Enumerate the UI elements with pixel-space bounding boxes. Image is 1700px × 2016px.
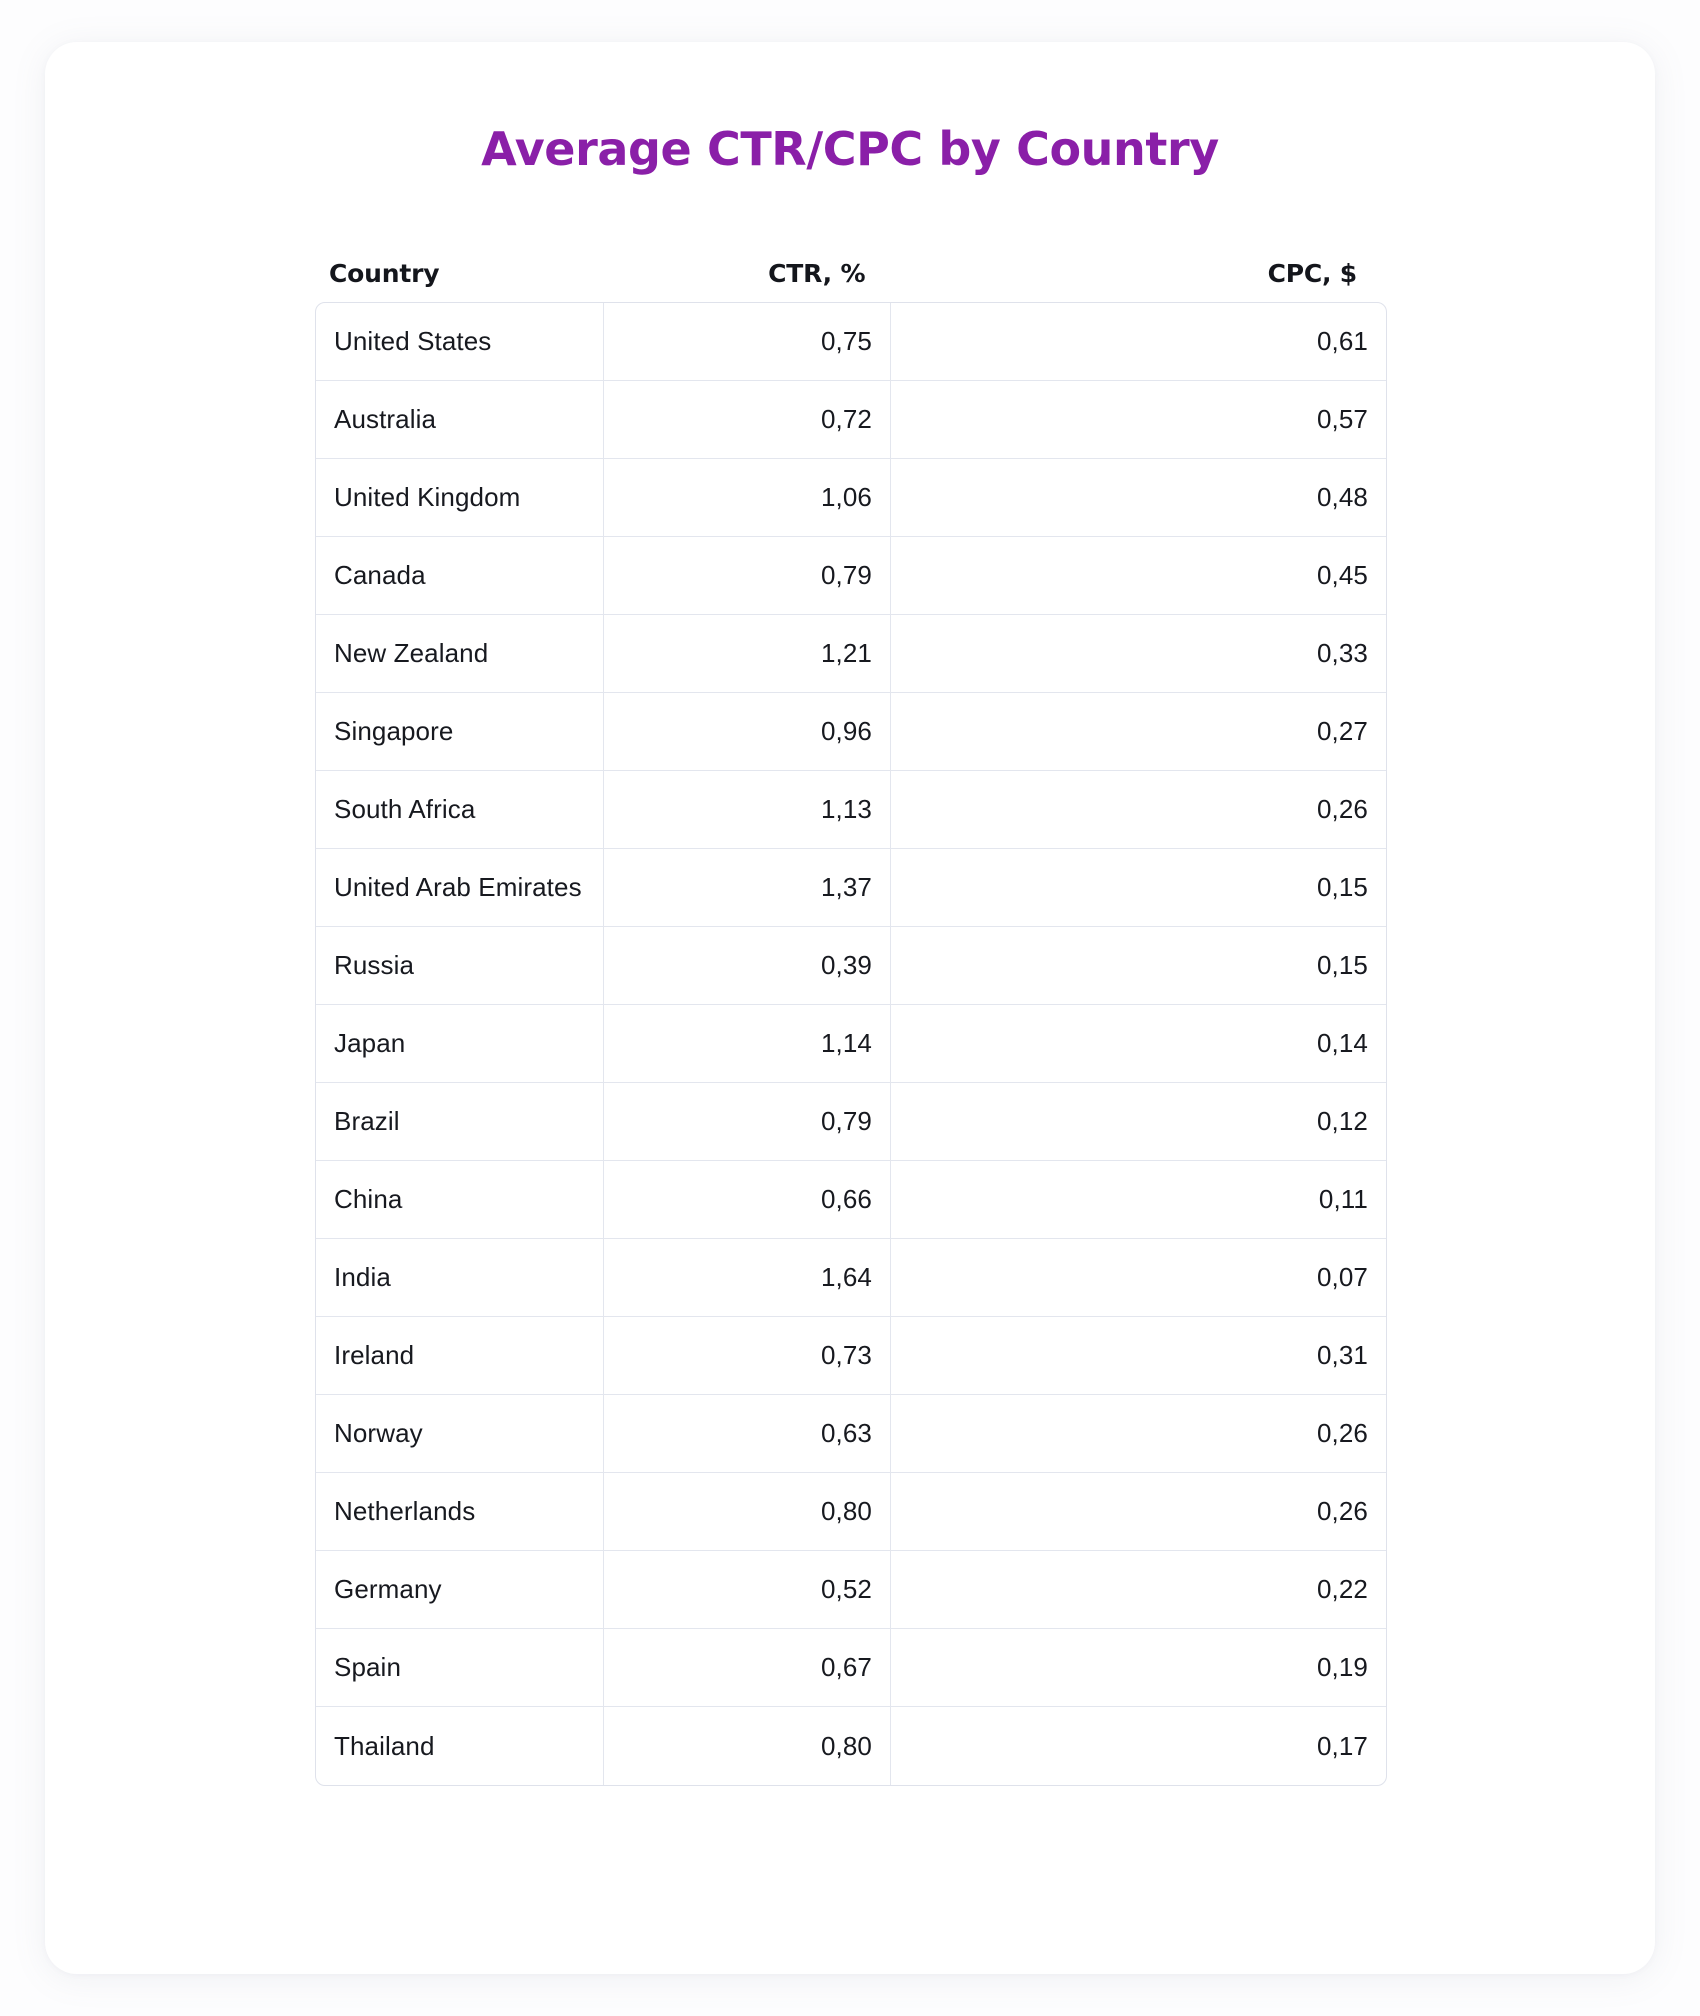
cell-cpc: 0,26 [891, 771, 1386, 849]
cell-cpc: 0,07 [891, 1239, 1386, 1317]
cell-ctr: 0,52 [604, 1551, 891, 1629]
cell-cpc: 0,57 [891, 381, 1386, 459]
cell-ctr: 1,37 [604, 849, 891, 927]
cell-ctr: 0,75 [604, 303, 891, 381]
table-row [316, 537, 1386, 615]
cell-cpc: 0,26 [891, 1395, 1386, 1473]
cell-cpc: 0,19 [891, 1629, 1386, 1707]
cell-cpc: 0,17 [1316, 1730, 1368, 1761]
cell-cpc: 0,26 [891, 1473, 1386, 1551]
table-body [316, 303, 1386, 1785]
table-row [316, 1629, 1386, 1707]
cell-ctr: 0,72 [604, 381, 891, 459]
cell-country: Spain [316, 1629, 604, 1707]
report-card [45, 42, 1655, 1974]
table-row [316, 1005, 1386, 1083]
cell-country: New Zealand [316, 615, 604, 693]
cell-country: Ireland [316, 1317, 604, 1395]
table-row [316, 1551, 1386, 1629]
cell-country: Norway [316, 1395, 604, 1473]
cell-ctr: 0,39 [604, 927, 891, 1005]
cell-country: United Arab Emirates [316, 849, 604, 927]
page-title: Average CTR/CPC by Country [481, 122, 1219, 176]
cell-ctr: 0,96 [604, 693, 891, 771]
cell-country: India [316, 1239, 604, 1317]
cell-cpc: 0,14 [891, 1005, 1386, 1083]
column-header-country: Country [329, 259, 440, 288]
cell-ctr: 1,06 [604, 459, 891, 537]
cell-ctr: 0,79 [604, 537, 891, 615]
cell-cpc: 0,11 [891, 1161, 1386, 1239]
table-row [316, 615, 1386, 693]
column-header-ctr: CTR, % [768, 259, 866, 288]
cell-cpc: 0,15 [891, 927, 1386, 1005]
cell-country: United Kingdom [316, 459, 604, 537]
cell-cpc: 0,15 [891, 849, 1386, 927]
cell-country: Singapore [316, 693, 604, 771]
table-row [316, 771, 1386, 849]
cell-ctr: 1,13 [604, 771, 891, 849]
cell-ctr: 1,14 [604, 1005, 891, 1083]
cell-cpc: 0,61 [891, 303, 1386, 381]
cell-ctr: 1,64 [604, 1239, 891, 1317]
column-header-cpc: CPC, $ [1267, 259, 1357, 288]
cell-country: South Africa [316, 771, 604, 849]
cell-country: Thailand [316, 1707, 604, 1785]
table-row [316, 693, 1386, 771]
cell-cpc: 0,31 [891, 1317, 1386, 1395]
cell-country: China [316, 1161, 604, 1239]
table-row [316, 1473, 1386, 1551]
cell-country: United States [316, 303, 604, 381]
cell-ctr: 0,66 [604, 1161, 891, 1239]
table-column-headers [315, 242, 1385, 302]
cell-cpc: 0,22 [891, 1551, 1386, 1629]
cell-cpc: 0,48 [891, 459, 1386, 537]
cell-cpc: 0,33 [891, 615, 1386, 693]
table-row [316, 1395, 1386, 1473]
cell-country: Canada [316, 537, 604, 615]
cell-ctr: 0,73 [604, 1317, 891, 1395]
ctr-cpc-table [315, 302, 1387, 1786]
cell-ctr: 0,79 [604, 1083, 891, 1161]
cell-cpc: 0,45 [891, 537, 1386, 615]
cell-country: Brazil [316, 1083, 604, 1161]
cell-ctr: 0,67 [604, 1629, 891, 1707]
table-row [316, 1083, 1386, 1161]
ctr-cpc-table-container [315, 242, 1385, 1786]
cell-country: Netherlands [316, 1473, 604, 1551]
table-row [316, 1239, 1386, 1317]
table-row [316, 1317, 1386, 1395]
table-row [316, 927, 1386, 1005]
cell-cpc: 0,12 [891, 1083, 1386, 1161]
cell-ctr: 0,80 [604, 1707, 891, 1785]
cell-ctr: 0,80 [604, 1473, 891, 1551]
table-row [316, 849, 1386, 927]
table-row [316, 1707, 1386, 1785]
cell-ctr: 1,21 [604, 615, 891, 693]
cell-country: Germany [316, 1551, 604, 1629]
cell-cpc: 0,27 [891, 693, 1386, 771]
table-row [316, 381, 1386, 459]
cell-ctr: 0,63 [604, 1395, 891, 1473]
table-row [316, 303, 1386, 381]
cell-country: Japan [316, 1005, 604, 1083]
cell-country: Australia [316, 381, 604, 459]
table-row [316, 459, 1386, 537]
cell-country: Russia [316, 927, 604, 1005]
table-row [316, 1161, 1386, 1239]
